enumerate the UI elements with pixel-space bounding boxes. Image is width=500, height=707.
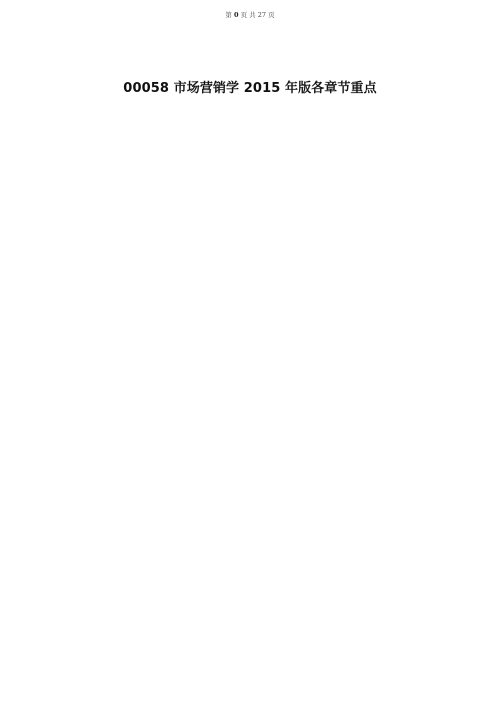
page-total: 27 [257, 11, 267, 19]
page-of-label: 页 共 [240, 11, 256, 19]
page-suffix: 页 [268, 11, 275, 19]
document-title: 00058 市场营销学 2015 年版各章节重点 [123, 81, 377, 96]
page-prefix: 第 [225, 11, 232, 19]
page-number: 0 [233, 11, 239, 19]
